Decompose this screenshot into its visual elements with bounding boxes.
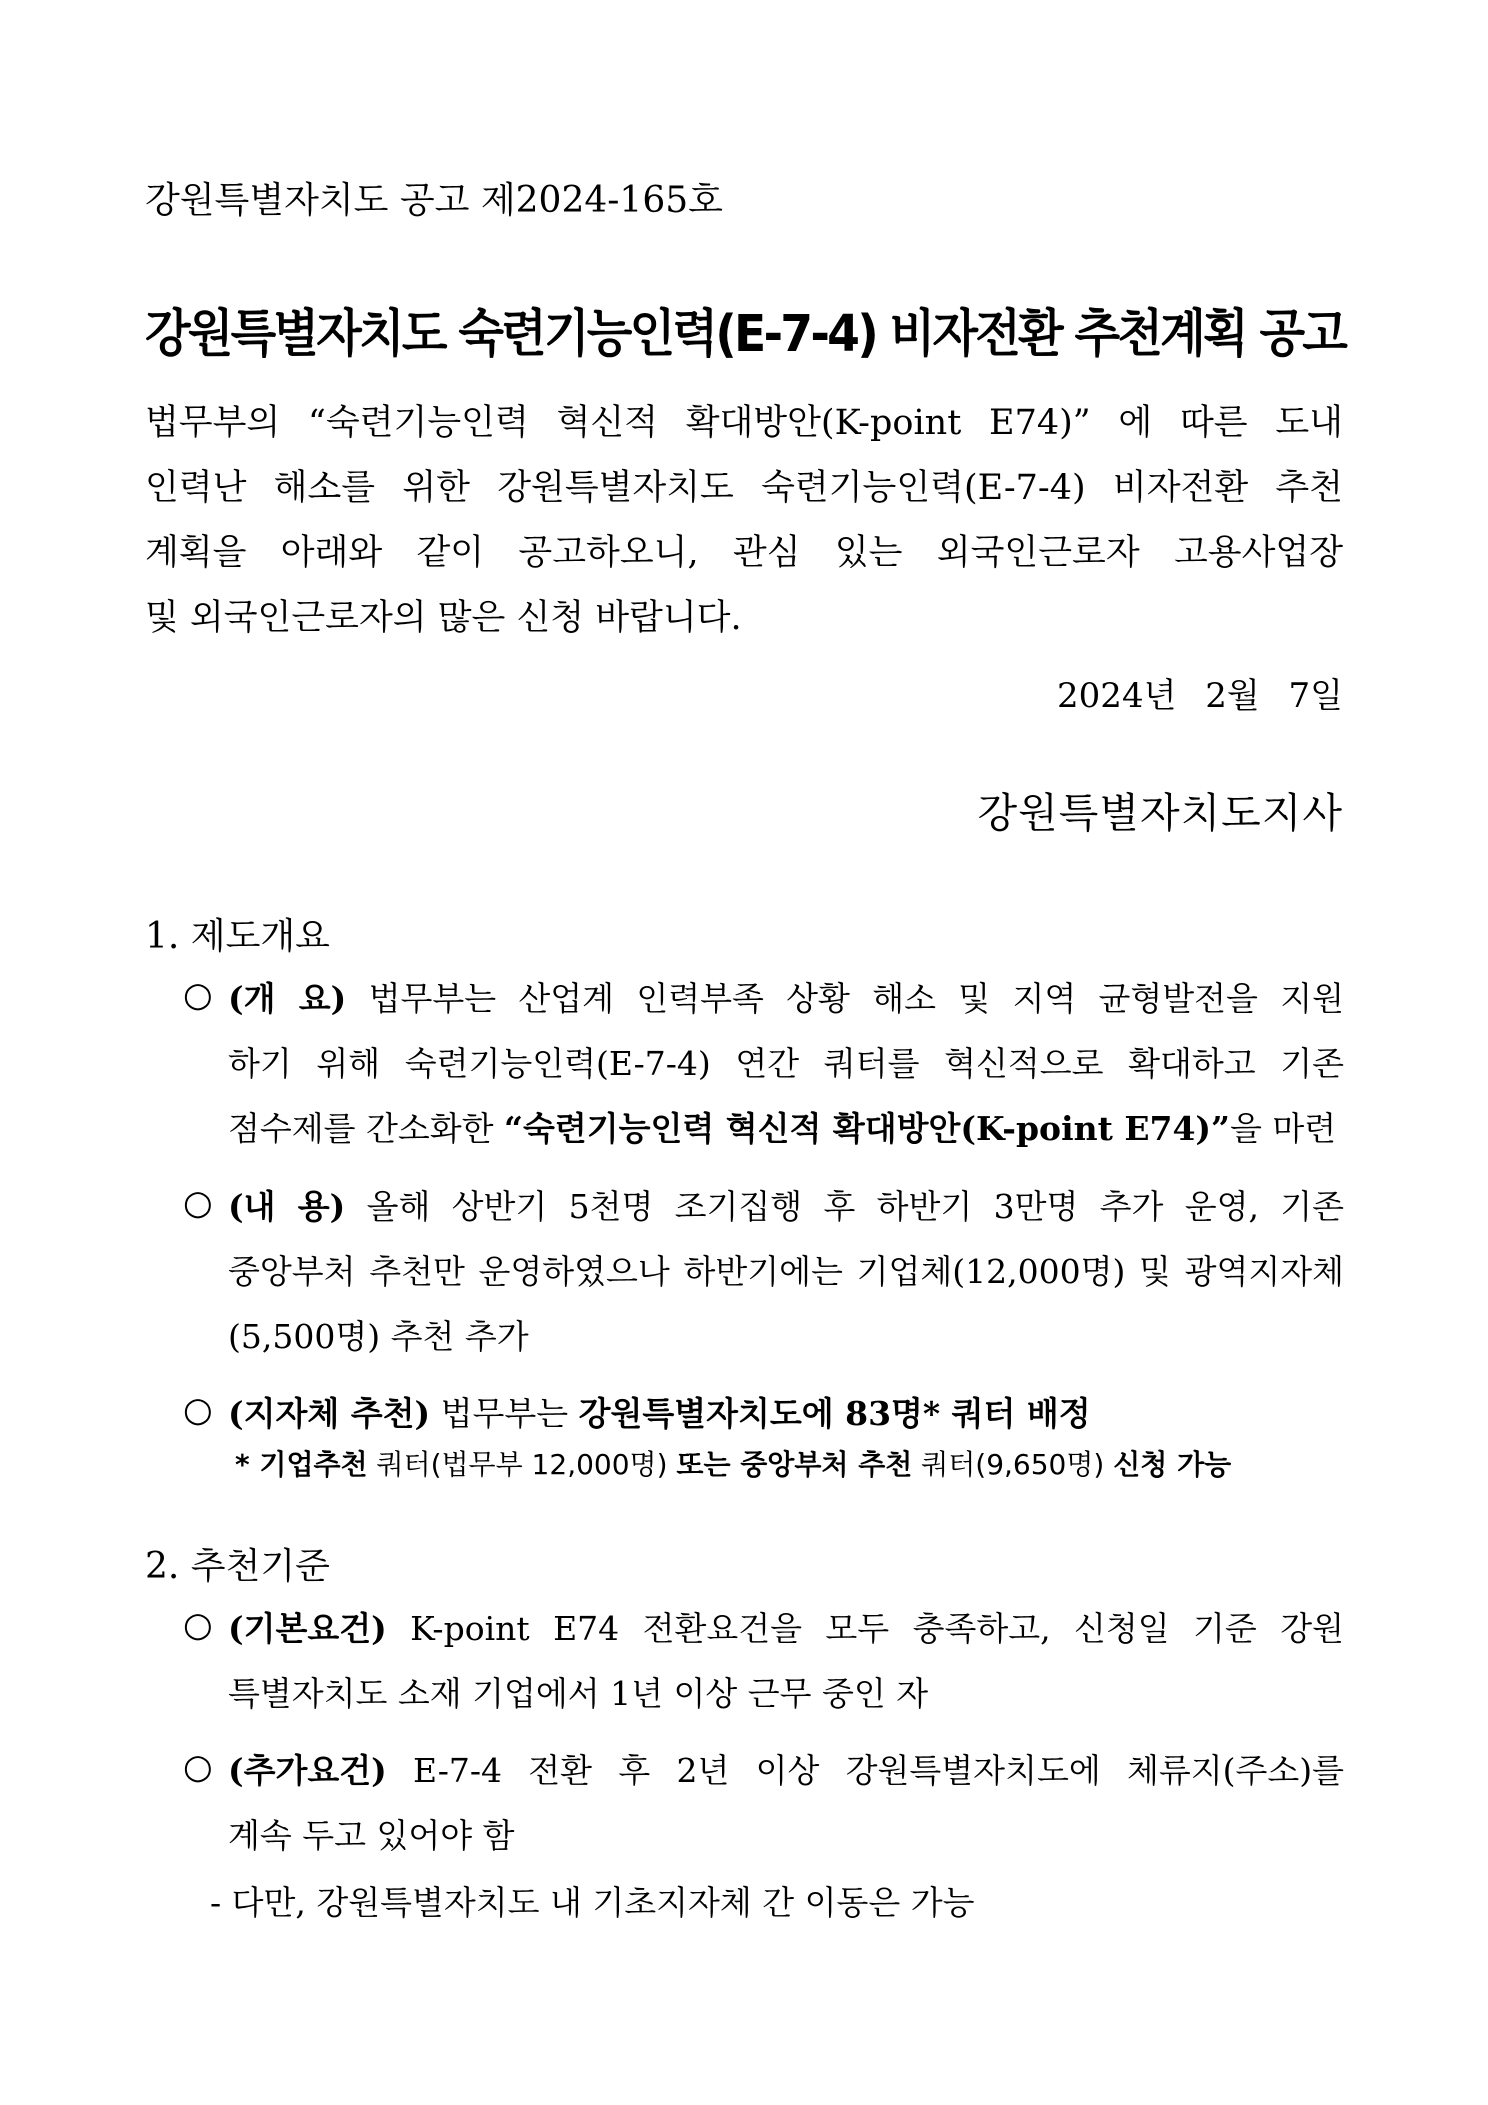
note-text-2: 쿼터(9,650명) xyxy=(912,1448,1114,1481)
local-text: 법무부는 xyxy=(430,1394,579,1433)
additional-line-1 xyxy=(228,1745,1344,1792)
intro-line-4: 및 외국인근로자의 많은 신청 바랍니다. xyxy=(145,598,742,638)
additional-line-2: 계속 두고 있어야 함 xyxy=(228,1816,515,1855)
local-label: (지자체 추천) xyxy=(228,1394,431,1433)
overview-line-3 xyxy=(228,1103,1344,1150)
bullet-circle-icon: ○ xyxy=(183,975,213,1015)
basic-line-1 xyxy=(228,1603,1344,1650)
additional-sub-item: - 다만, 강원특별자치도 내 기초지자체 간 이동은 가능 xyxy=(210,1883,975,1922)
content-line-3: (5,500명) 추천 추가 xyxy=(228,1317,529,1356)
section-1-heading: 1. 제도개요 xyxy=(145,916,330,957)
local-line xyxy=(228,1388,1091,1435)
note-ministry: 또는 중앙부처 추천 xyxy=(676,1448,913,1481)
basic-text-1: K-point E74 전환요건을 모두 충족하고, 신청일 기준 강원 xyxy=(386,1609,1344,1648)
content-label: (내 용) xyxy=(228,1187,346,1226)
overview-line-2: 하기 위해 숙련기능인력(E-7-4) 연간 쿼터를 혁신적으로 확대하고 기존 xyxy=(228,1044,1344,1083)
additional-text-1: E-7-4 전환 후 2년 이상 강원특별자치도에 체류지(주소)를 xyxy=(386,1751,1344,1790)
overview-text-1: 법무부는 산업계 인력부족 상황 해소 및 지역 균형발전을 지원 xyxy=(346,979,1344,1018)
overview-label: (개 요) xyxy=(228,979,347,1018)
additional-label: (추가요건) xyxy=(228,1751,387,1790)
note-text-1: 쿼터(법무부 12,000명) xyxy=(367,1448,677,1481)
note-company: * 기업추천 xyxy=(235,1448,368,1481)
overview-line-1 xyxy=(228,973,1344,1020)
intro-line-3: 계획을 아래와 같이 공고하오니, 관심 있는 외국인근로자 고용사업장 xyxy=(145,533,1343,573)
bullet-circle-icon: ○ xyxy=(183,1605,213,1645)
basic-label: (기본요건) xyxy=(228,1609,387,1648)
issuer-name: 강원특별자치도지사 xyxy=(977,789,1343,837)
overview-text-3-end: 을 마련 xyxy=(1230,1109,1337,1148)
notice-number: 강원특별자치도 공고 제2024-165호 xyxy=(145,180,723,221)
content-line-2: 중앙부처 추천만 운영하였으나 하반기에는 기업체(12,000명) 및 광역지자체 xyxy=(228,1252,1344,1291)
local-quota: 강원특별자치도에 83명* 쿼터 배정 xyxy=(578,1394,1091,1433)
notice-date: 2024년 2월 7일 xyxy=(1057,676,1343,716)
section-2-heading: 2. 추천기준 xyxy=(145,1546,330,1587)
overview-plan-name: “숙련기능인력 혁신적 확대방안(K-point E74)” xyxy=(504,1109,1230,1148)
overview-text-3: 점수제를 간소화한 xyxy=(228,1109,505,1148)
bullet-circle-icon: ○ xyxy=(183,1747,213,1787)
intro-line-1: 법무부의 “숙련기능인력 혁신적 확대방안(K-point E74)” 에 따른 도내 xyxy=(145,403,1343,443)
note-available: 신청 가능 xyxy=(1113,1448,1232,1481)
bullet-circle-icon: ○ xyxy=(183,1183,213,1223)
document-title: 강원특별자치도 숙련기능인력(E-7-4) 비자전환 추천계획 공고 xyxy=(145,305,1346,364)
content-line-1 xyxy=(228,1181,1344,1228)
quota-note xyxy=(235,1443,1231,1483)
bullet-circle-icon: ○ xyxy=(183,1390,213,1430)
intro-line-2: 인력난 해소를 위한 강원특별자치도 숙련기능인력(E-7-4) 비자전환 추천 xyxy=(145,468,1343,508)
basic-line-2: 특별자치도 소재 기업에서 1년 이상 근무 중인 자 xyxy=(228,1674,929,1713)
content-text-1: 올해 상반기 5천명 조기집행 후 하반기 3만명 추가 운영, 기존 xyxy=(345,1187,1344,1226)
